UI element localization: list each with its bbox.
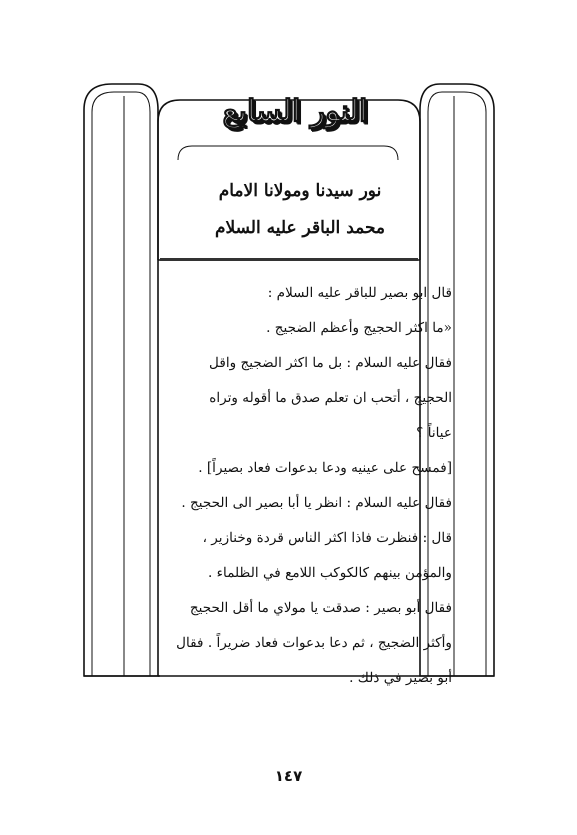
body-line: [فمسح على عينيه ودعا بدعوات فعاد بصيراً] .	[198, 460, 452, 476]
subtitle-line-1: نور سيدنا ومولانا الامام	[218, 181, 382, 201]
body-line: وأكثر الضجيج ، ثم دعا بدعوات فعاد ضريراً . فقال	[176, 635, 452, 651]
body-line: فقال أبو بصير : صدقت يا مولاي ما أقل الحجيج	[189, 600, 452, 616]
body-line: والمؤمن بينهم كالكوكب اللامع في الظلماء .	[208, 565, 452, 581]
chapter-title: النور السابع	[222, 94, 368, 129]
body-line: أبو بصير في ذلك .	[349, 670, 452, 686]
body-line: فقال عليه السلام : انظر يا أبا بصير الى الحجيج .	[181, 495, 452, 511]
body-line: قال : فنظرت فاذا اكثر الناس قردة وخنازير ،	[202, 530, 452, 546]
subtitle-line-2: محمد الباقر عليه السلام	[214, 218, 386, 238]
body-text	[150, 276, 452, 696]
body-line: قال ابو بصير للباقر عليه السلام :	[267, 285, 452, 301]
body-line: «ما اكثر الحجيج وأعظم الضجيج .	[266, 320, 452, 336]
body-line: فقال عليه السلام : بل ما اكثر الضجيج واقل	[209, 355, 452, 371]
body-line: الحجيج ، أتحب ان تعلم صدق ما أقوله وتراه	[209, 390, 452, 406]
body-line: عياناً ؟	[416, 425, 452, 441]
page-number: ١٤٧	[274, 767, 303, 785]
